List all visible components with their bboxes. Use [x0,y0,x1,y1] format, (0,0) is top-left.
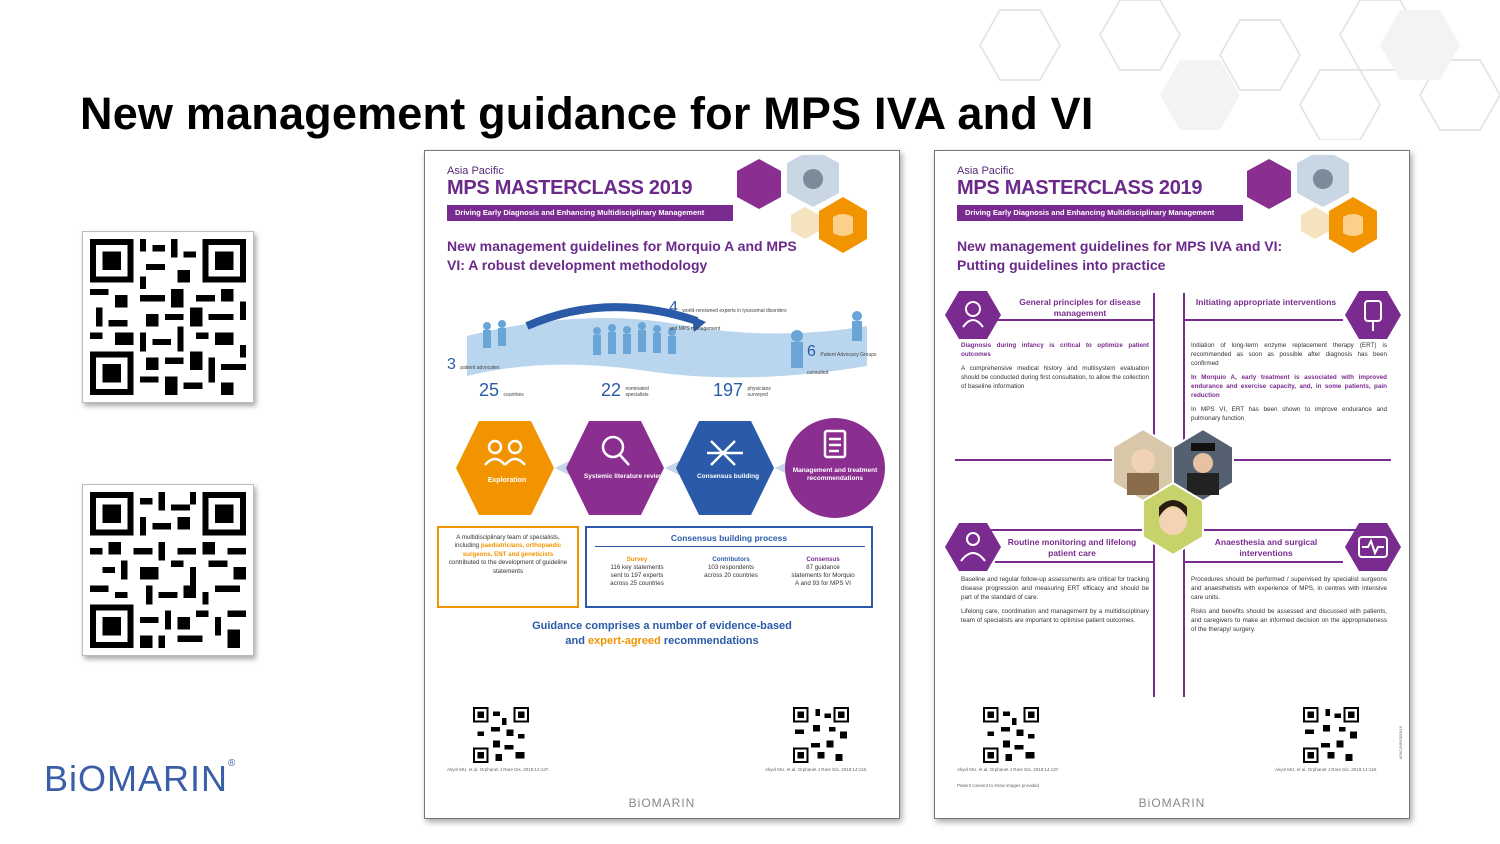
poster-citation-1: Akyol MU, et al. Orphanet J Rare Dis. 2019;14:137. [957,767,1060,772]
stat-physicians-number: 197 [713,380,744,400]
stat-experts [669,299,789,335]
team-box [437,526,579,608]
box2-title-rule [1183,319,1343,321]
stat-physicians-label: physicians surveyed [747,386,771,398]
team-text-highlight: paediatricians, orthopaedic surgeons, ENT and geneticists [462,542,562,558]
heartbeat-monitor-icon [1345,519,1401,575]
poster-citation-2: Akyol MU, et al. Orphanet J Rare Dis. 2019;14:118. [765,767,868,772]
registered-mark: ® [228,758,237,769]
iv-drip-icon [1345,287,1401,343]
col-consensus [777,556,869,588]
poster-heading: New management guidelines for MPS IVA and VI: Putting guidelines into practice [957,238,1283,273]
stat-specialists [601,380,659,401]
box1-title-rule [995,319,1155,321]
box1-p1: Diagnosis during infancy is critical to optimize patient outcomes [961,342,1149,358]
poster-footer-logo: BiOMARIN [1138,796,1206,810]
stat-groups-number: 6 [807,343,816,360]
stat-countries [479,380,524,401]
guidance-expert-agreed: expert-agreed [588,635,661,647]
poster-methodology[interactable] [424,150,900,819]
poster-footer-logo: BiOMARIN [628,796,696,810]
step-exploration: Exploration [487,477,527,484]
guidance-recommendations: recommendations [663,635,759,647]
box3-title: Routine monitoring and lifelong patient care [1007,537,1137,558]
stat-groups-label: Patient Advocacy Groups consulted [807,352,877,376]
guidance-line-1: Guidance comprises a number of evidence-based [532,620,792,632]
poster-tagline-band: Driving Early Diagnosis and Enhancing Multidisciplinary Management [447,205,733,221]
box2-title: Initiating appropriate interventions [1195,297,1337,307]
col-contributors [685,556,777,580]
consensus-title: Consensus building process [670,533,788,543]
qr-code-icon [90,492,246,648]
brand-text: BiOMARIN [44,758,229,799]
poster-qr-icon [473,707,529,763]
box4-title: Anaesthesia and surgical interventions [1214,537,1318,558]
box1-text [961,341,1149,391]
team-text-1: A multidisciplinary team of specialists, including [454,534,560,550]
doctor-icon [945,519,1001,575]
box4-p1: Procedures should be performed / supervised by specialist surgeons and anaesthetists with experience of MPS, in centres with intensive care units. [1191,576,1387,601]
poster-tagline-band: Driving Early Diagnosis and Enhancing Multidisciplinary Management [957,205,1243,221]
stat-experts-label: world-renowned experts in lysosomal disorders and MPS management [669,308,787,332]
box1-title: General principles for disease management [1019,297,1141,318]
col-contributors-l2: across 20 countries [704,572,758,579]
col-survey [591,556,683,588]
poster-masterclass-title: MPS MASTERCLASS 2019 [447,177,693,199]
poster-heading: New management guidelines for Morquio A and MPS VI: A robust development methodology [447,238,797,273]
baby-icon [945,287,1001,343]
box1-p2: A comprehensive medical history and multisystem evaluation should be conducted during first consultation, to allow the collection of baseline information [961,365,1149,390]
poster-region: Asia Pacific [957,165,1014,177]
col-consensus-head: Consensus [806,556,840,563]
consensus-divider [595,546,865,547]
stat-countries-number: 25 [479,380,500,400]
qr-code-icon [90,239,246,395]
poster-citation-1: Akyol MU, et al. Orphanet J Rare Dis. 2019;14:137. [447,767,550,772]
stat-advocates-number: 3 [447,356,456,373]
guidance-text [425,619,899,649]
poster-side-code: APAC/MP/0059/19 [1398,726,1403,760]
stat-groups [807,343,877,379]
stat-advocates-label: patient advocates [460,365,500,371]
step-literature-review: Systemic literature review [583,473,665,480]
step-recommendations: Management and treatment recommendations [792,467,878,482]
consensus-box [585,526,873,608]
stat-countries-label: countries [503,392,524,398]
poster-region: Asia Pacific [447,165,504,177]
col-consensus-l2: statements for Morquio [791,572,855,579]
poster-consent-note: Patient consent to show images provided [957,783,1040,788]
poster-practice[interactable] [934,150,1410,819]
qr-code-2[interactable] [82,484,254,656]
poster-masterclass-title: MPS MASTERCLASS 2019 [957,177,1203,199]
poster-qr-icon [1303,707,1359,763]
col-consensus-l3: A and 93 for MPS VI [794,580,852,587]
col-survey-head: Survey [626,556,648,563]
col-survey-l2: sent to 197 experts [610,572,664,579]
patient-photos [1093,413,1253,593]
qr-code-1[interactable] [82,231,254,403]
biomarin-logo [44,758,236,800]
stat-experts-number: 4 [669,299,678,316]
box2-p1: Initiation of long-term enzyme replacement therapy (ERT) is recommended as soon as possible after diagnosis has been confirmed [1191,342,1387,367]
step-consensus: Consensus building [696,473,760,480]
box3-p1: Baseline and regular follow-up assessments are critical for tracking disease progression and measuring ERT efficacy and should be part of the standard of care. [961,576,1149,601]
box4-p2: Risks and benefits should be assessed and discussed with patients, and caregivers to make an informed decision on the appropriateness of the therapy/ surgery. [1191,608,1387,633]
col-contributors-l1: 103 respondents [707,564,755,571]
stat-specialists-number: 22 [601,380,622,400]
box2-p2: In Morquio A, early treatment is associated with improved endurance and exercise capacity, and, in some patients, pain reduction [1191,374,1387,399]
poster-citation-2: Akyol MU, et al. Orphanet J Rare Dis. 2019;14:118. [1275,767,1378,772]
col-survey-l3: across 25 countries [610,580,664,587]
guidance-line-2 [425,634,899,649]
guidance-and: and [565,635,585,647]
box2-p3: In MPS VI, ERT has been shown to improve endurance and pulmonary function [1191,406,1387,422]
poster-qr-icon [983,707,1039,763]
poster-qr-icon [793,707,849,763]
col-contributors-head: Contributors [712,556,750,563]
stat-advocates [447,356,500,374]
stat-specialists-label: nominated specialists [625,386,649,398]
col-consensus-l1: 87 guidance [806,564,840,571]
team-text-2: contributed to the development of guideline statements [448,559,568,575]
stat-physicians [713,380,782,401]
box3-p2: Lifelong care, coordination and management by a multidisciplinary team of specialists are important to optimise patient outcomes. [961,608,1149,624]
box2-text [1191,341,1387,423]
slide-title: New management guidance for MPS IVA and VI [80,88,1094,139]
col-survey-l1: 116 key statements [610,564,664,571]
